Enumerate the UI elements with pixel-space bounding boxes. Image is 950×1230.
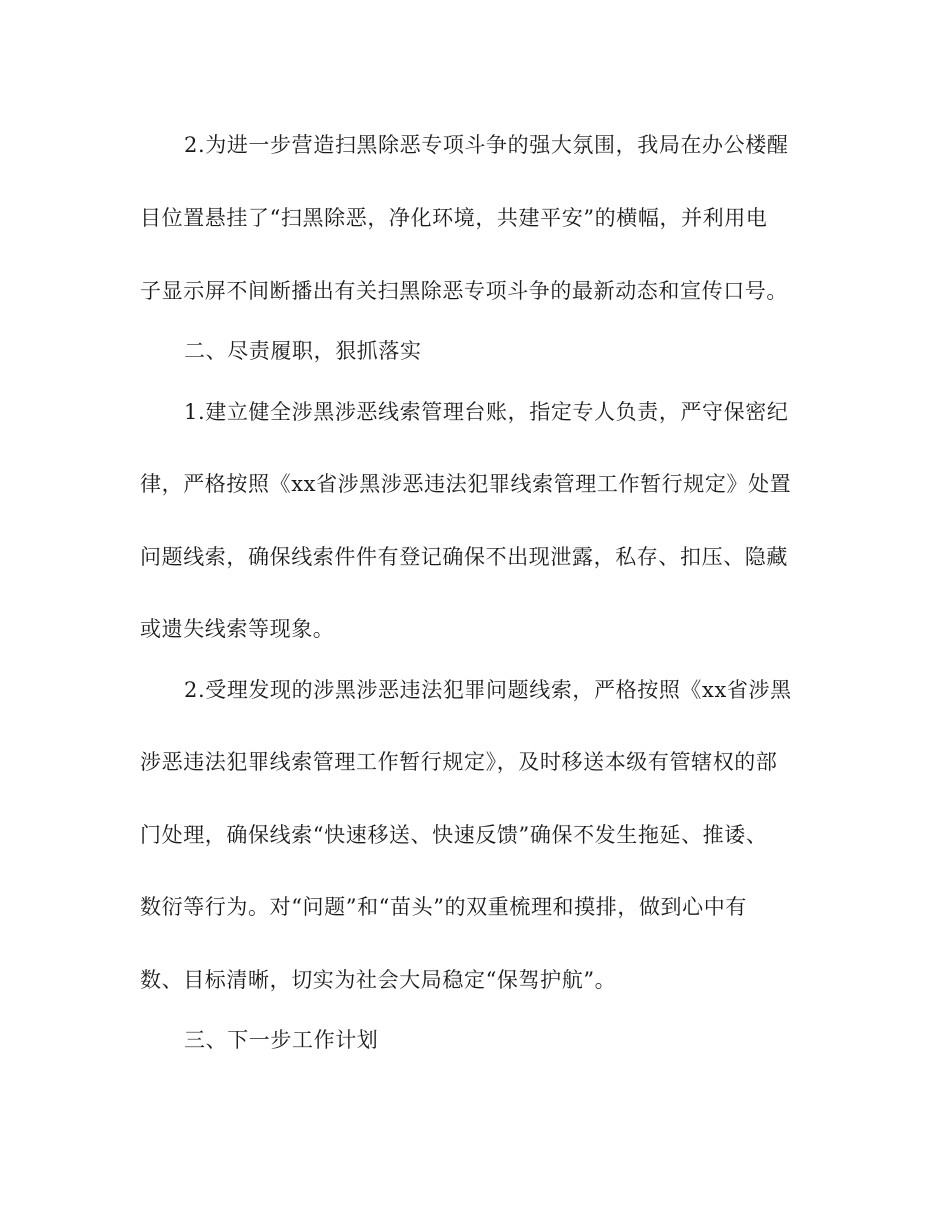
paragraph-line: 2.为进一步营造扫黑除恶专项斗争的强大氛围，我局在办公楼醒 bbox=[184, 133, 789, 157]
paragraph-line: 或遗失线索等现象。 bbox=[140, 617, 335, 641]
section-heading: 二、尽责履职，狠抓落实 bbox=[184, 339, 422, 363]
paragraph-line: 子显示屏不间断播出有关扫黑除恶专项斗争的最新动态和宣传口号。 bbox=[140, 279, 788, 303]
paragraph-line: 律，严格按照《xx省涉黑涉恶违法犯罪线索管理工作暂行规定》处置 bbox=[140, 472, 792, 496]
paragraph-line: 数衍等行为。对“问题”和“苗头”的双重梳理和摸排，做到心中有 bbox=[140, 895, 747, 919]
paragraph-line: 数、目标清晰，切实为社会大局稳定“保驾护航”。 bbox=[140, 968, 617, 992]
section-heading: 三、下一步工作计划 bbox=[184, 1028, 379, 1052]
paragraph-line: 1.建立健全涉黑涉恶线索管理台账，指定专人负责，严守保密纪 bbox=[184, 400, 789, 424]
paragraph-line: 问题线索，确保线索件件有登记确保不出现泄露，私存、扣压、隐藏 bbox=[140, 545, 788, 569]
paragraph-line: 2.受理发现的涉黑涉恶违法犯罪问题线索，严格按照《xx省涉黑 bbox=[184, 678, 792, 702]
paragraph-line: 目位置悬挂了“扫黑除恶，净化环境，共建平安”的横幅，并利用电 bbox=[140, 206, 768, 230]
paragraph-line: 涉恶违法犯罪线索管理工作暂行规定》，及时移送本级有管辖权的部 bbox=[140, 750, 778, 774]
paragraph-line: 门处理，确保线索“快速移送、快速反馈”确保不发生拖延、推诿、 bbox=[140, 823, 768, 847]
